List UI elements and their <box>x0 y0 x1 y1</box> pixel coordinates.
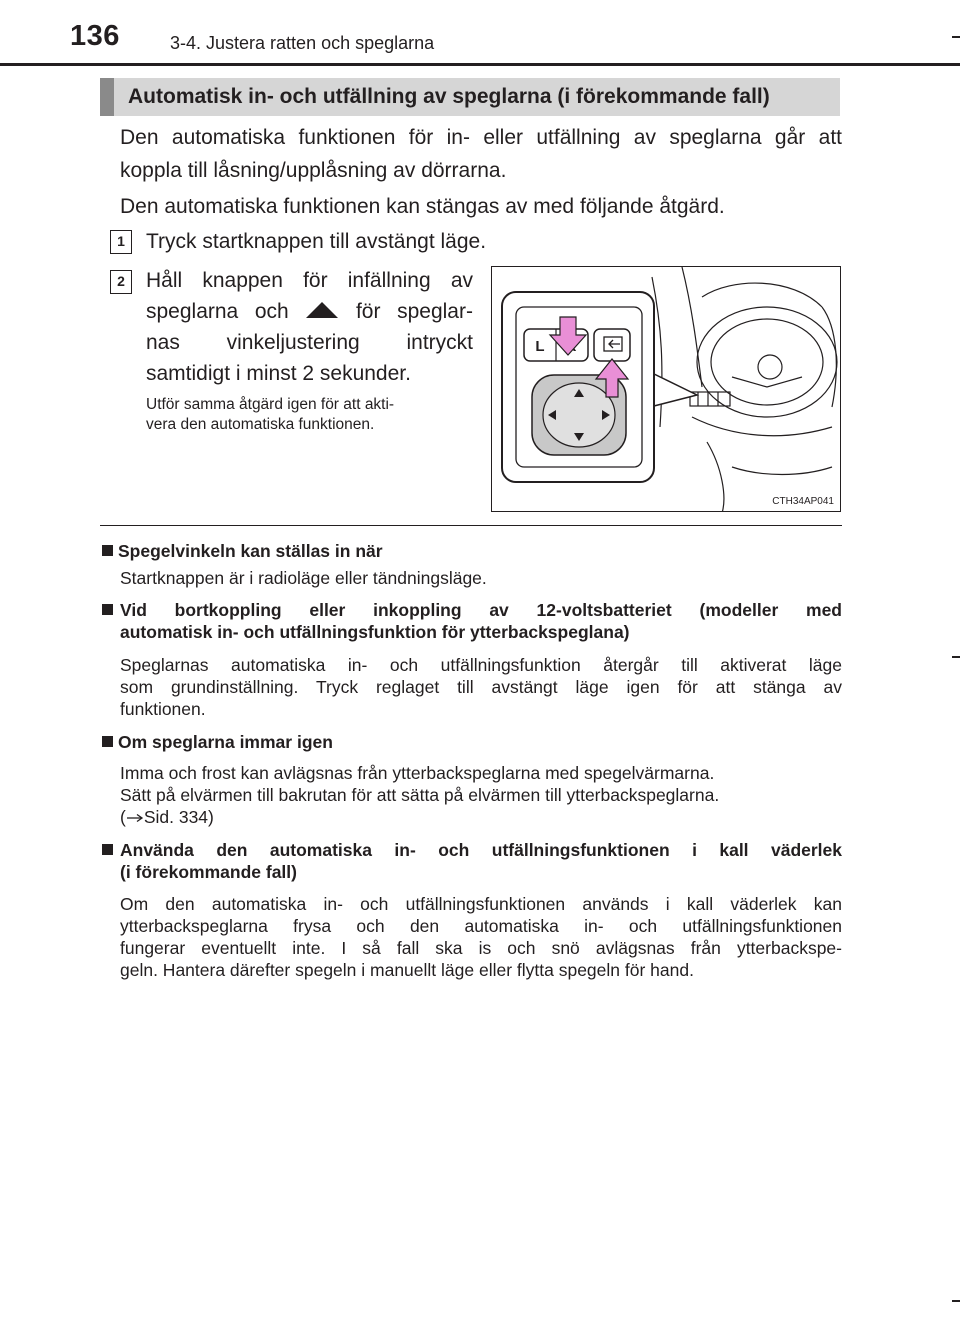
illustration-drawing <box>492 267 841 512</box>
arrow-right-icon <box>126 806 144 828</box>
note-body <box>120 893 842 981</box>
square-bullet-icon <box>102 844 113 855</box>
note-heading-text: Om speglarna immar igen <box>118 732 333 752</box>
triangle-up-icon <box>305 301 339 319</box>
switch-label-left: L <box>535 338 545 355</box>
note-heading <box>102 599 842 643</box>
step-text: Tryck startknappen till avstängt läge. <box>146 230 487 253</box>
step-text <box>146 265 473 389</box>
note-heading <box>102 540 383 562</box>
step-line-part: speglarna och <box>146 300 289 323</box>
note-heading-line: Använda den automatiska in- och utfällningsfunktionen i kall väderlek <box>120 840 842 860</box>
step-line-part: för speglar- <box>355 300 473 323</box>
header-rule <box>0 63 960 66</box>
step-note-line: vera den automatiska funktionen. <box>146 416 375 433</box>
intro-line: koppla till låsning/upplåsning av dörrarna. <box>120 159 507 182</box>
intro-paragraph <box>120 121 842 187</box>
square-bullet-icon <box>102 736 113 747</box>
note-heading-text: Spegelvinkeln kan ställas in när <box>118 541 383 561</box>
intro-paragraph-2: Den automatiska funktionen kan stängas av med följande åtgärd. <box>120 195 725 218</box>
page-number: 136 <box>70 20 120 52</box>
step-line: nas vinkeljustering intryckt <box>146 331 473 354</box>
intro-line: Den automatiska funktionen för in- eller utfällning av speglarna går att <box>120 126 842 149</box>
note-line: som grundinställning. Tryck reglaget till avstängt läge igen för att stänga av <box>120 677 842 697</box>
note-line: Imma och frost kan avlägsnas från ytterbackspeglarna med spegelvärmarna. <box>120 763 715 783</box>
note-line: Speglarnas automatiska in- och utfällningsfunktion återgår till aktiverat läge <box>120 655 842 675</box>
note-body <box>120 762 842 828</box>
page-reference-link[interactable]: Sid. 334) <box>143 807 214 827</box>
note-line: Om den automatiska in- och utfällningsfunktionen används i kall väderlek kan <box>120 894 842 914</box>
note-line: ytterbackspeglarna frysa och den automatiska in- och utfällningsfunktionen <box>120 916 842 936</box>
note-reference <box>120 806 842 828</box>
note-line: Sätt på elvärmen till bakrutan för att sätta på elvärmen till ytterbackspeglarna. <box>120 785 720 805</box>
step-line <box>146 296 473 327</box>
mirror-switch-illustration <box>491 266 841 512</box>
step-note-line: Utför samma åtgärd igen för att akti- <box>146 396 395 413</box>
note-line: Startknappen är i radioläge eller tändningsläge. <box>120 568 487 588</box>
square-bullet-icon <box>102 604 113 615</box>
note-line: fungerar eventuellt inte. I så fall ska is och snö avlägsnas från ytterbackspe- <box>120 938 842 958</box>
section-divider <box>100 525 842 526</box>
section-title: Automatisk in- och utfällning av speglarna (i förekommande fall) <box>100 78 840 116</box>
note-heading-line: (i förekommande fall) <box>120 862 297 882</box>
step-note <box>146 395 476 435</box>
margin-tick <box>952 656 960 658</box>
margin-tick <box>952 36 960 38</box>
ref-paren: ( <box>120 807 126 827</box>
note-heading <box>102 731 333 753</box>
note-heading-line: automatisk in- och utfällningsfunktion för ytterbackspeglana) <box>120 622 630 642</box>
note-line: geln. Hantera därefter spegeln i manuellt läge eller flytta spegeln för hand. <box>120 960 694 980</box>
square-bullet-icon <box>102 545 113 556</box>
chapter-title: 3-4. Justera ratten och speglarna <box>170 33 435 53</box>
note-line: funktionen. <box>120 699 206 719</box>
figure-code: CTH34AP041 <box>772 496 834 507</box>
step-badge: 1 <box>110 230 132 254</box>
note-body <box>120 567 842 589</box>
step-line: Håll knappen för infällning av <box>146 269 473 292</box>
note-heading <box>102 839 842 883</box>
margin-tick <box>952 1300 960 1302</box>
step-line: samtidigt i minst 2 sekunder. <box>146 362 411 385</box>
note-heading-line: Vid bortkoppling eller inkoppling av 12-voltsbatteriet (modeller med <box>120 600 842 620</box>
step-badge: 2 <box>110 270 132 294</box>
note-body <box>120 654 842 720</box>
